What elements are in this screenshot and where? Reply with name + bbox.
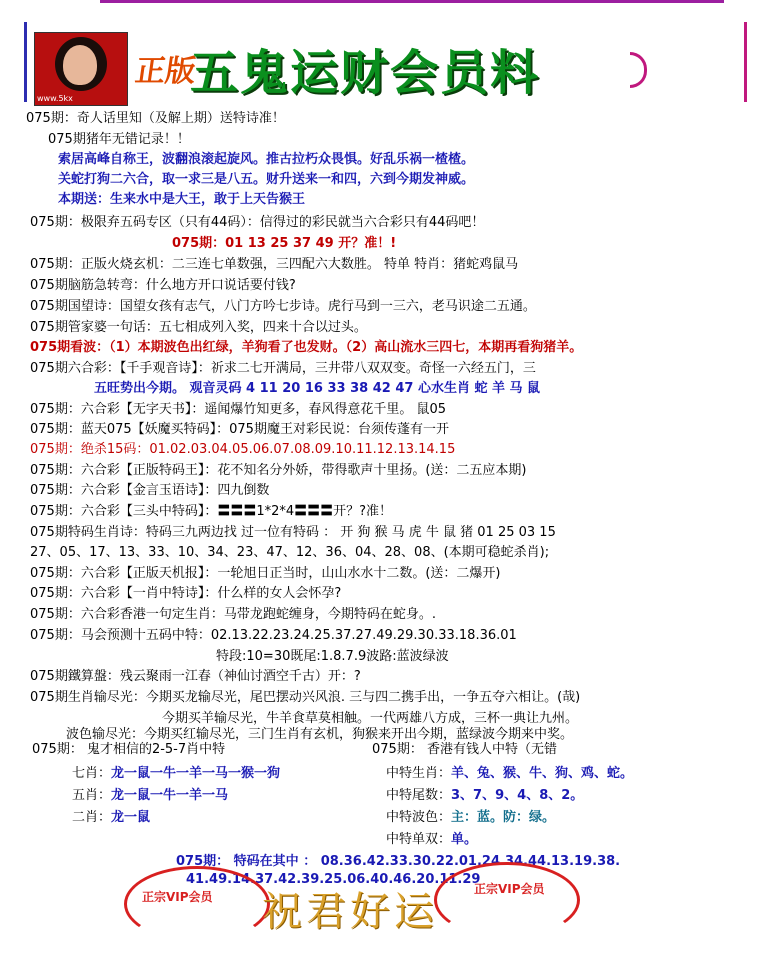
right-row-value: 3、7、9、4、8、2。 [451,788,584,803]
header-border-top [100,0,724,3]
content-line: 075期鐵算盤：残云聚雨一江春（神仙讨酒空千古）开：? [30,669,361,684]
content-line: 075期脑筋急转弯：什么地方开口说话要付钱? [30,278,296,293]
content-line: 075期猪年无错记录！！ [48,132,190,147]
avatar-caption: www.5kx [37,94,73,103]
footer-line-1: 075期： 特码在其中 ： 08.36.42.33.30.22.01.24.34.44.13.19.38. [176,854,621,869]
stamp-left-text: 正宗VIP会员 [142,890,213,904]
right-row-label: 中特单双： [386,832,452,847]
content-line: 27、05、17、13、33、10、34、23、47、12、36、04、28、08、(本期可稳蛇杀肖); [30,545,550,560]
content-line: 索居高峰自称王，波翻浪滚起旋风。推古拉朽众畏惧。好乱乐祸一楂楂。 [58,152,475,167]
content-line: 075期：六合彩香港一句定生肖：马带龙跑蛇缠身，今期特码在蛇身。. [30,607,436,622]
content-line: 075期：马会预测十五码中特：02.13.22.23.24.25.37.27.49.29.30.33.18.36.01 [30,628,517,643]
right-row-value: 主：蓝。防：绿。 [451,810,556,825]
avatar [34,32,128,106]
left-row-label: 五肖： [72,788,112,803]
left-row-label: 二肖： [72,810,112,825]
content-line: 075期看波：（1）本期波色出红绿，羊狗看了也发财。（2）高山流水三四七，本期再看狗猪羊。 [30,340,583,355]
content-line: 075期特码生肖诗：特码三九两边找 过一位有特码 ： 开 狗 猴 马 虎 牛 鼠 猪 01 25 03 15 [30,525,556,540]
content-line: 075期国望诗：国望女孩有志气，八门方吟七步诗。虎行马到一三六，老马识途二五通。 [30,299,536,314]
left-box-head: 075期： 鬼才相信的2-5-7肖中特 [32,742,226,757]
left-box-row-5 [72,787,228,805]
page-title: 五鬼运财会员料 [190,45,541,101]
content-line: 075期：绝杀15码：01.02.03.04.05.06.07.08.09.10.11.12.13.14.15 [30,442,456,457]
content-line: 075期：六合彩【正版特码王】：花不知名分外娇，带得歌声十里扬。(送：二五应本期) [30,463,527,478]
content-line: 075期：六合彩【无字天书】：遥闻爆竹知更多，春风得意花千里。 鼠05 [30,402,446,417]
right-box-row-color [386,809,555,827]
content-line: 075期：六合彩【一肖中特诗】：什么样的女人会怀孕? [30,586,342,601]
content-line: 075期：奇人话里知（及解上期）送特诗准！ [26,111,285,126]
right-row-label: 中特生肖： [386,766,452,781]
right-box-row-oddeven [386,831,477,849]
title-ornament [630,52,647,88]
left-row-value: 龙一鼠 [111,810,151,825]
right-box-head: 075期： 香港有钱人中特（无错 [372,742,557,757]
left-row-value: 龙一鼠一牛一羊一马一猴一狗 [111,766,281,781]
content-line: 五旺势出今期。 观音灵码 4 11 20 16 33 38 42 47 心水生肖 蛇 羊 马 鼠 [94,381,541,396]
content-line: 075期：01 13 25 37 49 开？准！! [172,236,397,251]
content-line: 075期管家婆一句话：五七相成列入奖，四来十合以过头。 [30,320,367,335]
content-line: 特段:10=30既尾:1.8.7.9波路:蓝波绿波 [216,649,449,664]
right-box-row-zodiac [386,765,633,783]
left-box-row-2 [72,809,150,827]
blessing: 祝君好运 [262,889,438,935]
content-line: 075期：蓝天075【妖魔买特码】：075期魔王对彩民说：台须传蓬有一开 [30,422,449,437]
content-line: 关蛇打狗二六合，取一求三是八五。财升送来一和四，六到今期发神威。 [58,172,475,187]
content-line: 075期：六合彩【三头中特码】：〓〓〓1*2*4〓〓〓开？?准！ [30,504,393,519]
right-row-value: 单。 [451,832,478,847]
content-line: 今期买羊输尽光，牛羊食草莫相触。一代两雄八方成，三杯一典让九州。 [162,711,579,726]
right-row-value: 羊、兔、猴、牛、狗、鸡、蛇。 [451,766,634,781]
right-row-label: 中特波色： [386,810,452,825]
content-line: 075期：六合彩【正版天机报】：一轮旭日正当时，山山水水十二数。(送：二爆开) [30,566,501,581]
content-line: 075期：极限弃五码专区（只有44码）：信得过的彩民就当六合彩只有44码吧！ [30,215,485,230]
left-box-row-7 [72,765,280,783]
content-line: 本期送：生来水中是大王，敢于上天告猴王 [58,192,306,207]
stamp-right [434,862,580,938]
content-line: 075期：正版火烧玄机：二三连七单数强，三四配六大数胜。 特单 特肖：猪蛇鸡鼠马 [30,257,519,272]
content-line: 波色输尽光：今期买红输尽光，三门生肖有玄机，狗猴来开出今期，蓝绿波今期来中奖。 [66,727,574,742]
header [24,22,748,102]
zhengban-label: 正版 [133,54,198,89]
content-line: 075期六合彩：【千手观音诗】：祈求二七开满局，三井带八双双变。奇怪一六经五门，三 [30,361,536,376]
content-line: 075期生肖输尽光：今期买龙输尽光，尾巴摆动兴风浪. 三与四二携手出，一争五夺六相让。(哉) [30,690,581,705]
footer-line-2: 41.49.14.37.42.39.25.06.40.46.20.11.29 [186,872,481,887]
stamp-right-text: 正宗VIP会员 [474,882,545,896]
right-box-row-tail [386,787,583,805]
content-line: 075期：六合彩【金言玉语诗】：四九倒数 [30,483,270,498]
left-row-value: 龙一鼠一牛一羊一马 [111,788,229,803]
left-row-label: 七肖： [72,766,112,781]
avatar-face [63,45,97,85]
right-row-label: 中特尾数： [386,788,452,803]
